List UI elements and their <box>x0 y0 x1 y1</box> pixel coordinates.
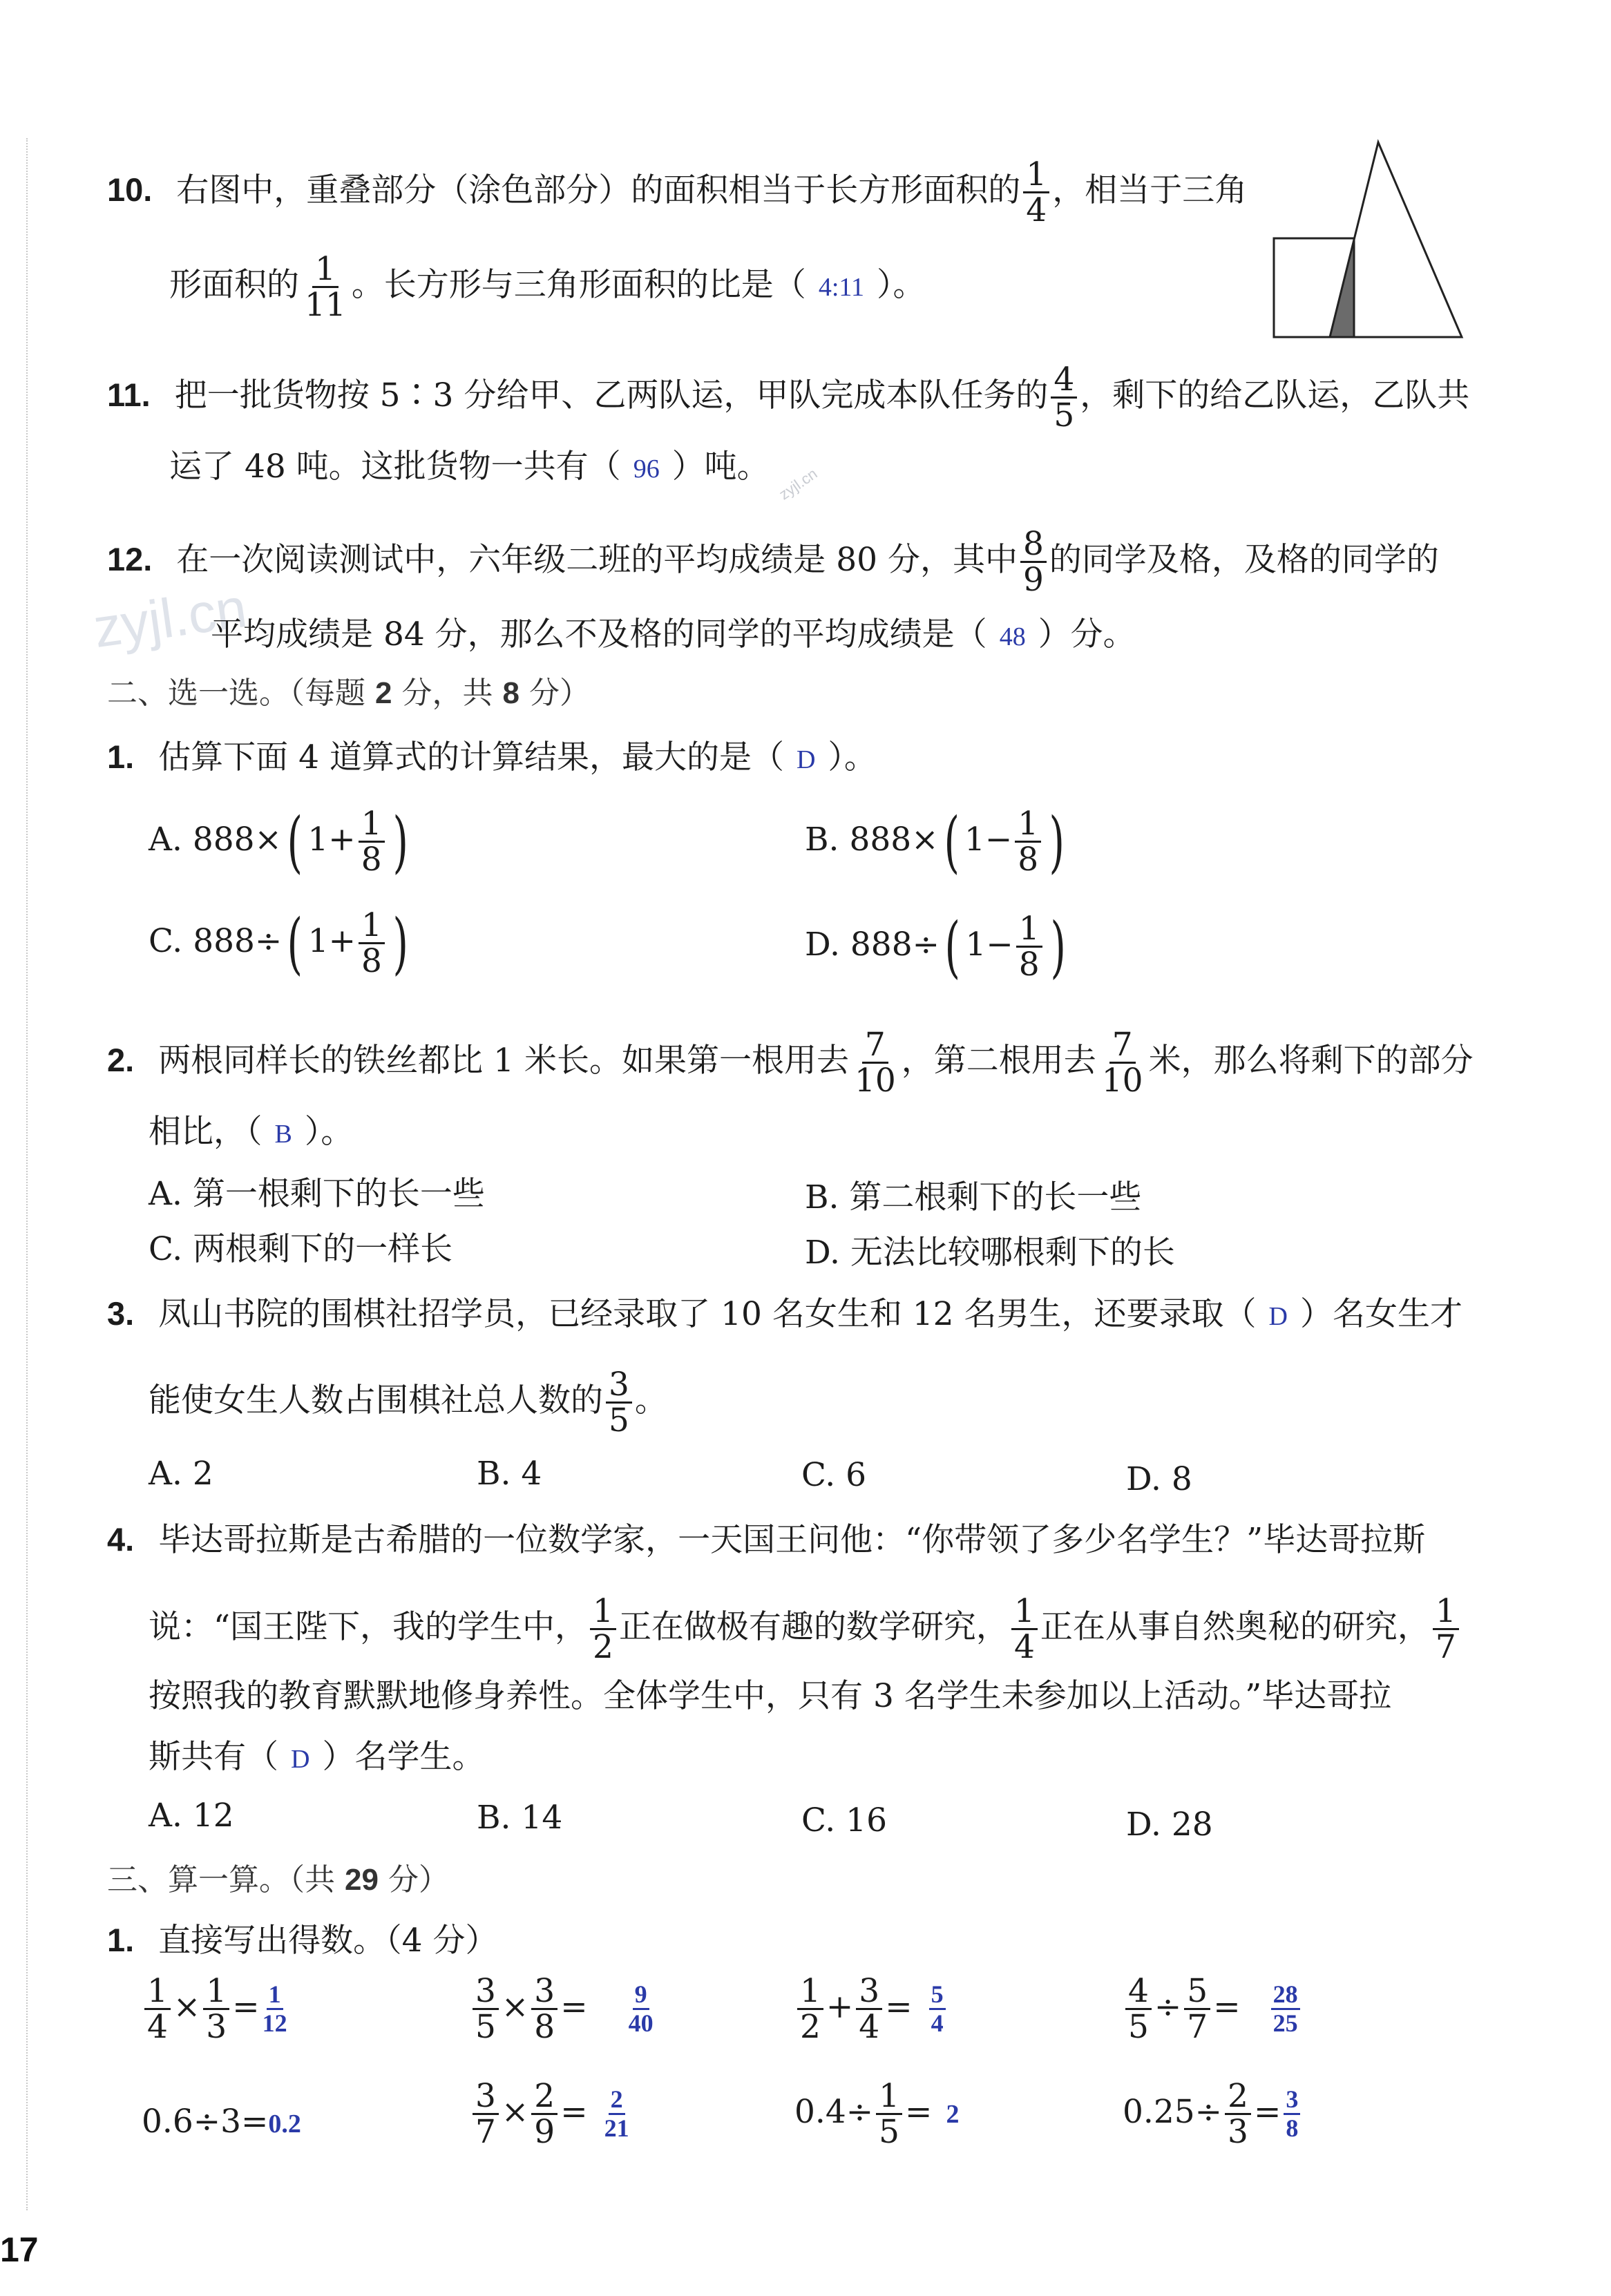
s2-question-4-line3: 按照我的教育默默地修身养性。全体学生中，只有 3 名学生未参加以上活动。”毕达哥拉 <box>149 1677 1392 1715</box>
calc-item: $\frac{3}{7}$ × $\frac{2}{9}$ = $\frac{2}{21}$ <box>470 2079 632 2150</box>
question-12-line1: 12. 在一次阅读测试中，六年级二班的平均成绩是 80 分，其中 $\frac{8}{9}$ 的同学及格，及格的同学的 <box>107 525 1439 600</box>
option-c: C. 888÷( 1+ $\frac{1}{8}$ ) <box>149 904 408 982</box>
calc-item: 0.4÷ $\frac{1}{5}$ = 2 <box>794 2077 960 2152</box>
s2-question-3-line2: 能使女生人数占围棋社总人数的 $\frac{3}{5}$ 。 <box>149 1366 667 1440</box>
fraction: $\frac{8}{9}$ <box>1020 527 1047 597</box>
answer: D <box>1268 1302 1288 1331</box>
s3-question-1: 1. 直接写出得数。（4 分） <box>107 1922 498 1960</box>
answer: 48 <box>999 622 1026 651</box>
option-c: C. 两根剩下的一样长 <box>149 1230 453 1268</box>
option-d: D. 888÷( 1− $\frac{1}{8}$ ) <box>805 908 1066 986</box>
answer: $\frac{28}{25}$ <box>1271 1981 1300 2038</box>
answer: B <box>274 1120 292 1149</box>
question-10-line1: 10. 右图中，重叠部分（涂色部分）的面积相当于长方形面积的 $\frac{1}{4}$ ，相当于三角 <box>107 155 1248 230</box>
calc-item: 0.25÷ $\frac{2}{3}$ = $\frac{3}{8}$ <box>1123 2079 1303 2150</box>
calc-item: $\frac{1}{4}$ × $\frac{1}{3}$ = $\frac{1}{12}$ <box>142 1974 290 2045</box>
option-d: D. 8 <box>1126 1460 1192 1498</box>
fraction: $\frac{1}{4}$ <box>1023 157 1049 228</box>
answer: 96 <box>633 455 660 484</box>
answer: $\frac{3}{8}$ <box>1284 2086 1300 2143</box>
s2-question-4-line4: 斯共有（ D ）名学生。 <box>149 1738 485 1776</box>
answer: 2 <box>946 2099 960 2129</box>
answer: $\frac{2}{21}$ <box>604 2085 629 2143</box>
option-d: D. 28 <box>1126 1806 1213 1844</box>
watermark: zyjl.cn <box>89 576 251 660</box>
option-c: C. 16 <box>801 1801 887 1839</box>
section-2-title: 二、选一选。（每题 2 分，共 8 分） <box>107 676 590 711</box>
fraction: $\frac{4}{5}$ <box>1051 363 1077 433</box>
calc-item: $\frac{1}{2}$ + $\frac{3}{4}$ = $\frac{5}{4}$ <box>794 1974 949 2045</box>
question-number: 1. <box>107 1922 135 1958</box>
question-number: 3. <box>107 1295 135 1332</box>
watermark-small: zyjl.cn <box>776 464 821 504</box>
page-number: 17 <box>0 2230 39 2269</box>
s2-question-4-line2: 说：“国王陛下，我的学生中， $\frac{1}{2}$ 正在做极有趣的数学研究， $\frac{1}{4}$ 正在从事自然奥秘的研究， $\frac{1}{7}$ <box>149 1594 1462 1665</box>
question-number: 11. <box>107 376 151 413</box>
option-b: B. 4 <box>477 1455 542 1493</box>
s2-question-2-line1: 2. 两根同样长的铁丝都比 1 米长。如果第一根用去 $\frac{7}{10}$ ，第二根用去 $\frac{7}{10}$ 米，那么将剩下的部分 <box>107 1026 1474 1100</box>
question-number: 12. <box>107 540 153 577</box>
question-number: 2. <box>107 1041 135 1078</box>
section-3-title: 三、算一算。（共 29 分） <box>107 1862 449 1897</box>
question-11-line1: 11. 把一批货物按 5∶3 分给甲、乙两队运，甲队完成本队任务的 $\frac{4}{5}$ ，剩下的给乙队运，乙队共 <box>107 361 1470 435</box>
option-a: A. 12 <box>149 1797 234 1835</box>
option-b: B. 888×( 1− $\frac{1}{8}$ ) <box>805 803 1065 881</box>
question-number: 4. <box>107 1521 135 1558</box>
option-b: B. 14 <box>477 1799 563 1837</box>
option-c: C. 6 <box>801 1456 867 1494</box>
option-b: B. 第二根剩下的长一些 <box>805 1178 1142 1216</box>
calc-item: $\frac{3}{5}$ × $\frac{3}{8}$ = $\frac{9}{40}$ <box>470 1974 656 2045</box>
answer: $\frac{5}{4}$ <box>929 1981 946 2038</box>
option-a: A. 888×( 1+ $\frac{1}{8}$ ) <box>149 803 408 881</box>
question-11-line2: 运了 48 吨。这批货物一共有（ 96 ）吨。 <box>169 448 770 486</box>
s2-question-1: 1. 估算下面 4 道算式的计算结果，最大的是（ D ）。 <box>107 738 877 776</box>
answer: 4:11 <box>818 272 864 302</box>
question-10-line2: 形面积的 $\frac{1}{11}$ 。长方形与三角形面积的比是（ 4:11 ）。 <box>169 250 926 325</box>
question-number: 10. <box>107 171 153 208</box>
calc-item: 0.6÷3=0.2 <box>142 2103 301 2141</box>
option-a: A. 第一根剩下的长一些 <box>149 1175 485 1213</box>
answer: $\frac{1}{12}$ <box>262 1980 287 2038</box>
option-a: A. 2 <box>149 1455 213 1493</box>
answer: D <box>796 745 816 774</box>
option-d: D. 无法比较哪根剩下的长 <box>805 1234 1175 1272</box>
answer: 0.2 <box>268 2110 301 2139</box>
binding-margin-line <box>26 138 28 2210</box>
answer: $\frac{9}{40}$ <box>628 1980 654 2038</box>
question-number: 1. <box>107 738 135 775</box>
answer: D <box>291 1745 310 1774</box>
question-12-line2: 平均成绩是 84 分，那么不及格的同学的平均成绩是（ 48 ）分。 <box>211 615 1136 653</box>
calc-item: $\frac{4}{5}$ ÷ $\frac{5}{7}$ = $\frac{28}{25}$ <box>1123 1974 1303 2045</box>
fraction: $\frac{1}{11}$ <box>305 250 346 325</box>
s2-question-4-line1: 4. 毕达哥拉斯是古希腊的一位数学家，一天国王问他：“你带领了多少名学生？”毕达哥拉斯 <box>107 1521 1426 1559</box>
overlap-figure <box>1271 138 1465 342</box>
s2-question-3-line1: 3. 凤山书院的围棋社招学员，已经录取了 10 名女生和 12 名男生，还要录取（ D ）名女生才 <box>107 1295 1462 1333</box>
s2-question-2-line2: 相比，（ B ）。 <box>149 1113 354 1151</box>
